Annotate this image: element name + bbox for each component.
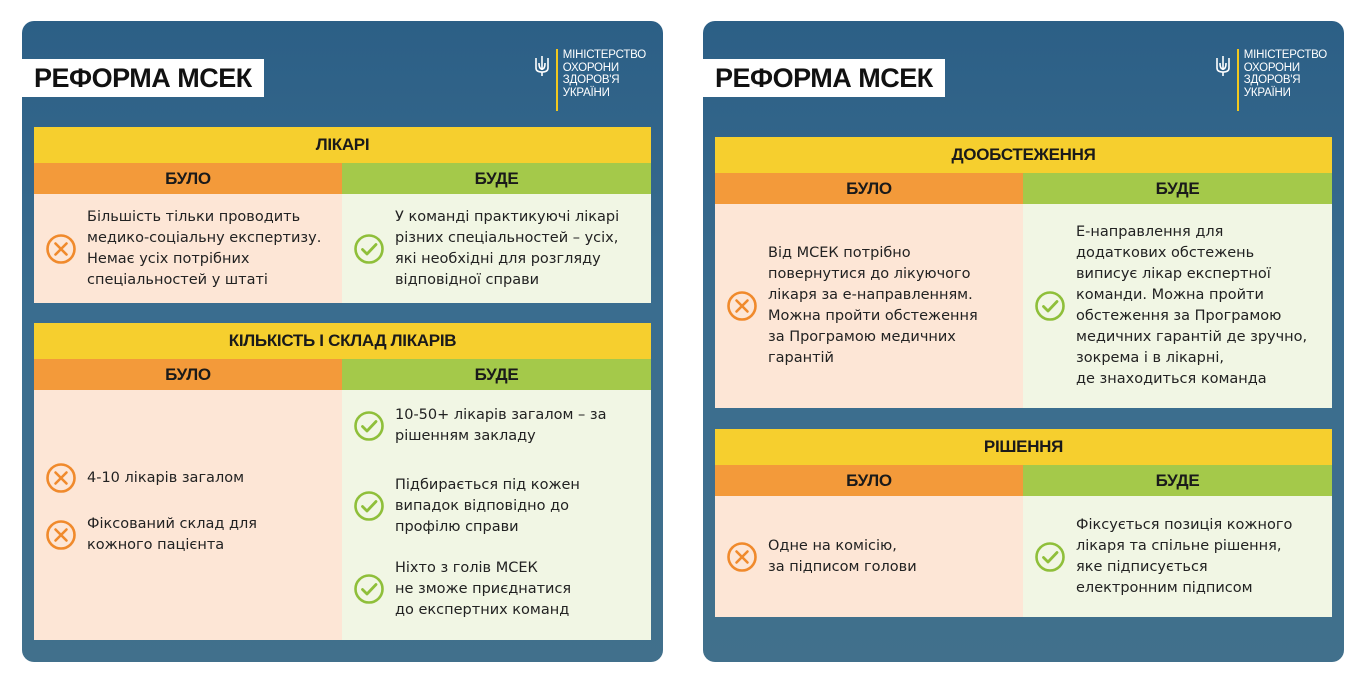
list-item: [715, 496, 1023, 617]
item-text: 10-50+ лікарів загалом – за рішенням закладу: [395, 407, 607, 444]
was-label: БУЛО: [34, 163, 342, 194]
check-icon: [353, 490, 385, 522]
check-icon: [1034, 290, 1066, 322]
list-item: [342, 557, 651, 621]
was-column: [34, 390, 342, 640]
will-label: БУДЕ: [342, 359, 651, 390]
list-item: [34, 514, 342, 556]
cross-icon: [45, 462, 77, 494]
cross-icon: [45, 233, 77, 265]
panel-title: РЕФОРМА МСЕК: [703, 59, 945, 97]
list-item: [1023, 204, 1332, 408]
list-item: [342, 404, 651, 448]
will-column: [342, 194, 651, 303]
card-heading: РІШЕННЯ: [715, 429, 1332, 465]
will-label: БУДЕ: [1023, 465, 1332, 496]
list-item: [34, 194, 342, 303]
will-column: [1023, 204, 1332, 408]
card-doctor-count: [34, 323, 651, 640]
item-text: У команді практикуючі лікарі різних спеціальностей – усіх, які необхідні для розгляду відповідної справи: [395, 208, 620, 288]
check-icon: [1034, 541, 1066, 573]
will-label: БУДЕ: [1023, 173, 1332, 204]
item-text: Фіксований склад для кожного пацієнта: [87, 516, 258, 553]
logo-line: МІНІСТЕРСТВО: [1243, 49, 1327, 61]
card-additional-examination: [715, 137, 1332, 408]
logo-line: УКРАЇНИ: [562, 87, 610, 100]
cross-icon: [45, 519, 77, 551]
was-label: БУЛО: [34, 359, 342, 390]
card-heading: ДООБСТЕЖЕННЯ: [715, 137, 1332, 173]
list-item: [342, 474, 651, 538]
logo-line: УКРАЇНИ: [1243, 87, 1291, 100]
item-text: Підбирається під кожен випадок відповідно до профілю справи: [395, 476, 580, 535]
check-icon: [353, 573, 385, 605]
cross-icon: [726, 290, 758, 322]
item-text: 4-10 лікарів загалом: [87, 469, 245, 486]
item-text: Ніхто з голів МСЕК не зможе приєднатися до експертних команд: [395, 559, 572, 618]
logo-line: ОХОРОНИ: [1243, 61, 1300, 74]
item-text: Одне на комісію, за підписом голови: [768, 537, 917, 575]
list-item: [34, 458, 342, 498]
item-text: Фіксується позиція кожного лікаря та спільне рішення, яке підписується електронним підписом: [1076, 516, 1293, 596]
logo-line: ЗДОРОВ'Я: [1243, 74, 1301, 87]
card-heading: КІЛЬКІСТЬ І СКЛАД ЛІКАРІВ: [34, 323, 651, 359]
will-column: [342, 390, 651, 640]
infographic-panel-right: [703, 21, 1344, 662]
list-item: [715, 204, 1023, 408]
panel-title: РЕФОРМА МСЕК: [22, 59, 264, 97]
logo-divider: [556, 49, 558, 111]
card-doctors: [34, 127, 651, 303]
was-label: БУЛО: [715, 173, 1023, 204]
cross-icon: [726, 541, 758, 573]
logo-line: МІНІСТЕРСТВО: [562, 49, 646, 61]
logo-line: ЗДОРОВ'Я: [562, 74, 620, 87]
card-heading: ЛІКАРІ: [34, 127, 651, 163]
logo-line: ОХОРОНИ: [562, 61, 619, 74]
item-text: Від МСЕК потрібно повернутися до лікуючого лікаря за е-направленням. Можна пройти обстеження за Програмою медичних гарантій: [768, 245, 978, 366]
logo-divider: [1237, 49, 1239, 111]
will-column: [1023, 496, 1332, 617]
will-label: БУДЕ: [342, 163, 651, 194]
ministry-logo: [1215, 49, 1327, 111]
ministry-logo: [534, 49, 646, 111]
check-icon: [353, 410, 385, 442]
item-text: Більшість тільки проводить медико-соціальну експертизу. Немає усіх потрібних спеціальностей у штаті: [87, 208, 322, 288]
infographic-panel-left: [22, 21, 663, 662]
was-label: БУЛО: [715, 465, 1023, 496]
list-item: [342, 194, 651, 303]
was-column: [715, 496, 1023, 617]
check-icon: [353, 233, 385, 265]
was-column: [34, 194, 342, 303]
list-item: [1023, 496, 1332, 617]
card-decision: [715, 429, 1332, 617]
trident-icon: [1215, 55, 1231, 77]
trident-icon: [534, 55, 550, 77]
was-column: [715, 204, 1023, 408]
item-text: Е-направлення для додаткових обстежень виписує лікар експертної команди. Можна пройти обстеження за Програмою медичних гарантій де зручно, зокрема і в лікарні, де знаходиться команда: [1076, 224, 1308, 387]
